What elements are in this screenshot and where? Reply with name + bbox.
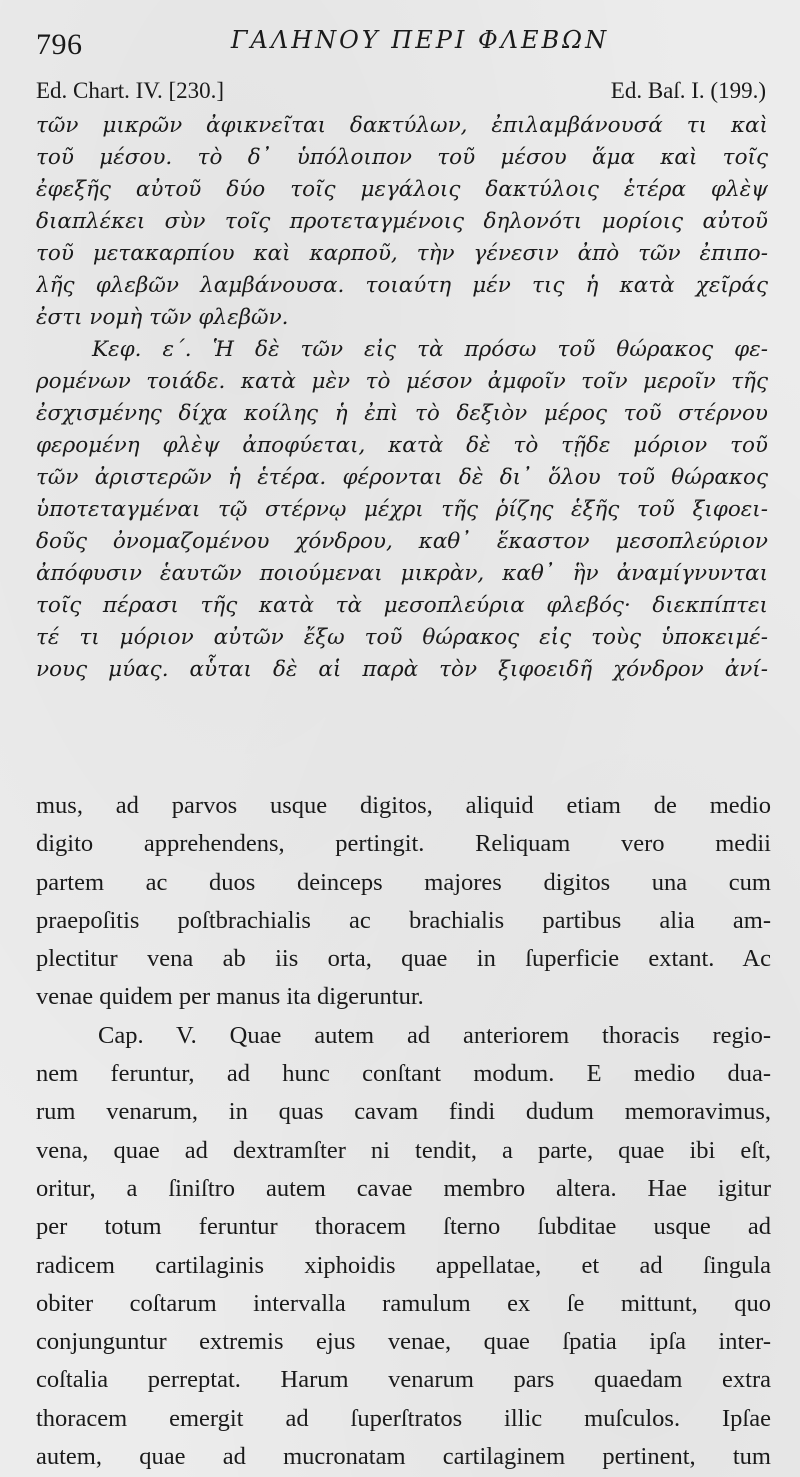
latin-line: digito apprehendens, pertingit. Reliquam vero medii <box>36 830 771 858</box>
latin-line: obiter coſtarum intervalla ramulum ex ſe mittunt, quo <box>36 1289 771 1317</box>
greek-line: τοῦ μέσου. τὸ δ᾽ ὑπόλοιπον τοῦ μέσου ἅμα καὶ τοῖς <box>36 145 768 170</box>
latin-line: per totum feruntur thoracem ſterno ſubditae usque ad <box>36 1213 771 1241</box>
latin-line: rum venarum, in quas cavam findi dudum memoravimus, <box>36 1098 771 1126</box>
greek-line: ρομένων τοιάδε. κατὰ μὲν τὸ μέσον ἀμφοῖν τοῖν μεροῖν τῆς <box>36 369 768 394</box>
running-title: ΓΑΛΗΝΟΥ ΠΕΡΙ ΦΛΕΒΩΝ <box>230 26 610 54</box>
edition-reference-chartier: Ed. Chart. IV. [230.] <box>36 78 225 103</box>
latin-line: conjunguntur extremis ejus venae, quae ſpatia ipſa inter- <box>36 1328 771 1356</box>
latin-line: nem feruntur, ad hunc conſtant modum. E medio dua- <box>36 1060 771 1088</box>
latin-line: praepoſitis poſtbrachialis ac brachialis partibus alia am- <box>36 906 771 934</box>
greek-line: λῆς φλεβῶν λαμβάνουσα. τοιαύτη μέν τις ἡ κατὰ χεῖράς <box>36 273 768 298</box>
latin-line: vena, quae ad dextramſter ni tendit, a parte, quae ibi eſt, <box>36 1136 771 1164</box>
greek-line: διαπλέκει σὺν τοῖς προτεταγμένοις δηλονότι μορίοις αὐτοῦ <box>36 209 768 234</box>
greek-line: ἐστι νομὴ τῶν φλεβῶν. <box>36 305 289 330</box>
greek-line: τῶν ἀριστερῶν ἡ ἑτέρα. φέρονται δὲ δι᾽ ὅλου τοῦ θώρακος <box>36 465 768 490</box>
greek-line: τῶν μικρῶν ἀφικνεῖται δακτύλων, ἐπιλαμβάνουσά τι καὶ <box>36 113 768 138</box>
latin-line: venae quidem per manus ita digeruntur. <box>36 983 424 1011</box>
greek-line: τέ τι μόριον αὐτῶν ἔξω τοῦ θώρακος εἰς τοὺς ὑποκειμέ- <box>36 625 768 650</box>
latin-line: plectitur vena ab iis orta, quae in ſuperficie extant. Ac <box>36 945 771 973</box>
latin-line: radicem cartilaginis xiphoidis appellatae, et ad ſingula <box>36 1251 771 1279</box>
greek-line: ἀπόφυσιν ἑαυτῶν ποιούμεναι μικρὰν, καθ᾽ ἣν ἀναμίγνυνται <box>36 561 768 586</box>
greek-line: ἐσχισμένης δίχα κοίλης ἡ ἐπὶ τὸ δεξιὸν μέρος τοῦ στέρνου <box>36 401 768 426</box>
greek-line: τοῖς πέρασι τῆς κατὰ τὰ μεσοπλεύρια φλεβός· διεκπίπτει <box>36 593 768 618</box>
greek-line: νους μύας. αὗται δὲ αἱ παρὰ τὸν ξιφοειδῆ χόνδρον ἀνί- <box>36 657 768 682</box>
greek-chapter-heading-line: Κεφ. ε΄. Ἡ δὲ τῶν εἰς τὰ πρόσω τοῦ θώρακος φε- <box>92 337 768 362</box>
latin-line: thoracem emergit ad ſuperſtratos illic muſculos. Ipſae <box>36 1404 771 1432</box>
latin-line: oritur, a ſiniſtro autem cavae membro altera. Hae igitur <box>36 1174 771 1202</box>
greek-line: ἐφεξῆς αὐτοῦ δύο τοῖς μεγάλοις δακτύλοις ἑτέρα φλὲψ <box>36 177 768 202</box>
page-number: 796 <box>36 28 83 61</box>
greek-line: τοῦ μετακαρπίου καὶ καρποῦ, τὴν γένεσιν ἀπὸ τῶν ἐπιπο- <box>36 241 768 266</box>
latin-line: autem, quae ad mucronatam cartilaginem pertinent, tum <box>36 1443 771 1471</box>
latin-line: partem ac duos deinceps majores digitos una cum <box>36 868 771 896</box>
greek-line: δοῦς ὀνομαζομένου χόνδρου, καθ᾽ ἕκαστον μεσοπλεύριον <box>36 529 768 554</box>
greek-text-block <box>36 110 768 686</box>
greek-line: ὑποτεταγμέναι τῷ στέρνῳ μέχρι τῆς ῥίζης ἑξῆς τοῦ ξιφοει- <box>36 497 768 522</box>
latin-line: coſtalia perreptat. Harum venarum pars quaedam extra <box>36 1366 771 1394</box>
latin-text-block <box>36 787 771 1476</box>
edition-reference-basel: Ed. Baſ. I. (199.) <box>610 78 766 103</box>
latin-chapter-heading-line: Cap. V. Quae autem ad anteriorem thoracis regio- <box>98 1021 771 1049</box>
greek-line: φερομένη φλὲψ ἀποφύεται, κατὰ δὲ τὸ τῇδε μόριον τοῦ <box>36 433 768 458</box>
latin-line: mus, ad parvos usque digitos, aliquid etiam de medio <box>36 792 771 819</box>
